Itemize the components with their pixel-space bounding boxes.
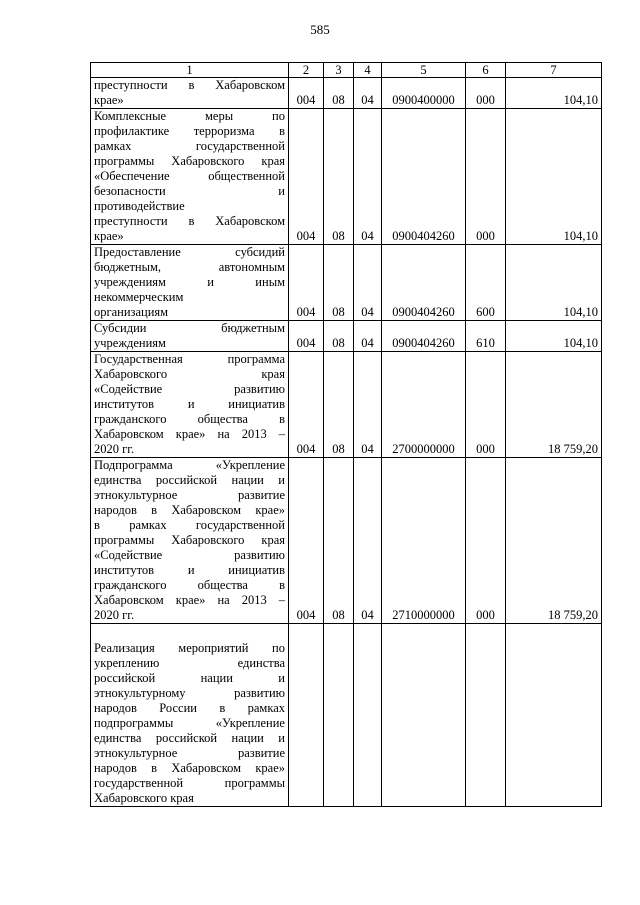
row-name-line: народов в Хабаровском крае» bbox=[94, 761, 285, 775]
subsection-code-cell: 04 bbox=[354, 78, 382, 109]
table-row bbox=[91, 321, 602, 352]
subsection-code-cell: 04 bbox=[354, 352, 382, 458]
row-name-line: преступности в Хабаровском bbox=[94, 214, 285, 228]
row-name-line: профилактике терроризма в bbox=[94, 124, 285, 138]
row-name-line: институтов и инициатив bbox=[94, 563, 285, 577]
subsection-code-cell: 04 bbox=[354, 321, 382, 352]
budget-table bbox=[90, 62, 602, 807]
section-code-cell: 08 bbox=[324, 245, 354, 321]
header-col-5: 5 bbox=[382, 63, 466, 78]
expense-type-cell: 000 bbox=[466, 352, 506, 458]
subsection-code-cell bbox=[354, 624, 382, 807]
ministry-code-cell: 004 bbox=[289, 245, 324, 321]
target-article-cell: 0900404260 bbox=[382, 245, 466, 321]
row-name-line: народов России в рамках bbox=[94, 701, 285, 715]
row-name-line: Государственная программа bbox=[94, 352, 285, 366]
row-name-line: противодействие bbox=[94, 199, 185, 213]
section-code-cell: 08 bbox=[324, 78, 354, 109]
row-name-line: Хабаровского края bbox=[94, 367, 285, 381]
header-col-1: 1 bbox=[91, 63, 289, 78]
row-name-line: безопасности и bbox=[94, 184, 285, 198]
row-name-line: Предоставление субсидий bbox=[94, 245, 285, 259]
page-number: 585 bbox=[310, 22, 330, 37]
row-name-line: преступности в Хабаровском bbox=[94, 78, 285, 92]
header-col-6: 6 bbox=[466, 63, 506, 78]
row-name-line: программы Хабаровского края bbox=[94, 533, 285, 547]
section-code-cell: 08 bbox=[324, 458, 354, 624]
row-name-cell bbox=[91, 78, 289, 109]
row-name-line: единства российской нации и bbox=[94, 731, 285, 745]
row-name-line: крае» bbox=[94, 93, 124, 107]
target-article-cell bbox=[382, 624, 466, 807]
row-name-line: «Содействие развитию bbox=[94, 382, 285, 396]
row-name-cell bbox=[91, 458, 289, 624]
amount-cell: 18 759,20 bbox=[506, 458, 602, 624]
row-name-line: этнокультурному развитию bbox=[94, 686, 285, 700]
expense-type-cell: 610 bbox=[466, 321, 506, 352]
header-row bbox=[91, 63, 602, 78]
row-name-line: Хабаровском крае» на 2013 – bbox=[94, 427, 285, 441]
amount-cell bbox=[506, 624, 602, 807]
table-row bbox=[91, 458, 602, 624]
subsection-code-cell: 04 bbox=[354, 109, 382, 245]
row-name-line: некоммерческим bbox=[94, 290, 184, 304]
table-row bbox=[91, 245, 602, 321]
row-name-line: гражданского общества в bbox=[94, 412, 285, 426]
row-name-line: программы Хабаровского края bbox=[94, 154, 285, 168]
row-name-line: этнокультурное развитие bbox=[94, 488, 285, 502]
row-name-line: в рамках государственной bbox=[94, 518, 285, 532]
table-row bbox=[91, 109, 602, 245]
amount-cell: 104,10 bbox=[506, 78, 602, 109]
ministry-code-cell: 004 bbox=[289, 109, 324, 245]
target-article-cell: 0900404260 bbox=[382, 321, 466, 352]
header-col-7: 7 bbox=[506, 63, 602, 78]
header-col-4: 4 bbox=[354, 63, 382, 78]
table-row bbox=[91, 624, 602, 807]
subsection-code-cell: 04 bbox=[354, 245, 382, 321]
ministry-code-cell bbox=[289, 624, 324, 807]
row-name-line: Подпрограмма «Укрепление bbox=[94, 458, 285, 472]
section-code-cell bbox=[324, 624, 354, 807]
row-name-cell bbox=[91, 321, 289, 352]
row-name-line: учреждениям и иным bbox=[94, 275, 285, 289]
row-name-line: укреплению единства bbox=[94, 656, 285, 670]
row-name-line: крае» bbox=[94, 229, 124, 243]
ministry-code-cell: 004 bbox=[289, 458, 324, 624]
row-name-cell bbox=[91, 245, 289, 321]
row-name-line: гражданского общества в bbox=[94, 578, 285, 592]
amount-cell: 104,10 bbox=[506, 109, 602, 245]
row-name-line: Комплексные меры по bbox=[94, 109, 285, 123]
table-row bbox=[91, 78, 602, 109]
row-name-line: государственной программы bbox=[94, 776, 285, 790]
ministry-code-cell: 004 bbox=[289, 321, 324, 352]
header-col-2: 2 bbox=[289, 63, 324, 78]
row-name-line: этнокультурное развитие bbox=[94, 746, 285, 760]
row-name-line: 2020 гг. bbox=[94, 442, 135, 456]
row-name-line: Реализация мероприятий по bbox=[94, 641, 285, 655]
header-col-3: 3 bbox=[324, 63, 354, 78]
expense-type-cell bbox=[466, 624, 506, 807]
row-name-line: рамках государственной bbox=[94, 139, 285, 153]
amount-cell: 104,10 bbox=[506, 245, 602, 321]
ministry-code-cell: 004 bbox=[289, 352, 324, 458]
expense-type-cell: 600 bbox=[466, 245, 506, 321]
row-name-line: Субсидии бюджетным bbox=[94, 321, 285, 335]
row-name-line: институтов и инициатив bbox=[94, 397, 285, 411]
row-name-line: бюджетным, автономным bbox=[94, 260, 285, 274]
row-name-line: 2020 гг. bbox=[94, 608, 135, 622]
target-article-cell: 2700000000 bbox=[382, 352, 466, 458]
table-row bbox=[91, 352, 602, 458]
target-article-cell: 0900404260 bbox=[382, 109, 466, 245]
row-name-line: учреждениям bbox=[94, 336, 166, 350]
expense-type-cell: 000 bbox=[466, 78, 506, 109]
row-name-line: единства российской нации и bbox=[94, 473, 285, 487]
row-name-line: Хабаровском крае» на 2013 – bbox=[94, 593, 285, 607]
row-name-cell bbox=[91, 624, 289, 807]
row-name-line: «Обеспечение общественной bbox=[94, 169, 285, 183]
row-name-cell bbox=[91, 109, 289, 245]
section-code-cell: 08 bbox=[324, 109, 354, 245]
row-name-line: народов в Хабаровском крае» bbox=[94, 503, 285, 517]
section-code-cell: 08 bbox=[324, 352, 354, 458]
target-article-cell: 0900400000 bbox=[382, 78, 466, 109]
section-code-cell: 08 bbox=[324, 321, 354, 352]
row-name-line: российской нации и bbox=[94, 671, 285, 685]
ministry-code-cell: 004 bbox=[289, 78, 324, 109]
row-name-line: организациям bbox=[94, 305, 169, 319]
row-name-line: подпрограммы «Укрепление bbox=[94, 716, 285, 730]
row-name-line: «Содействие развитию bbox=[94, 548, 285, 562]
target-article-cell: 2710000000 bbox=[382, 458, 466, 624]
amount-cell: 18 759,20 bbox=[506, 352, 602, 458]
row-name-line: Хабаровского края bbox=[94, 791, 194, 805]
subsection-code-cell: 04 bbox=[354, 458, 382, 624]
amount-cell: 104,10 bbox=[506, 321, 602, 352]
expense-type-cell: 000 bbox=[466, 458, 506, 624]
row-name-cell bbox=[91, 352, 289, 458]
expense-type-cell: 000 bbox=[466, 109, 506, 245]
